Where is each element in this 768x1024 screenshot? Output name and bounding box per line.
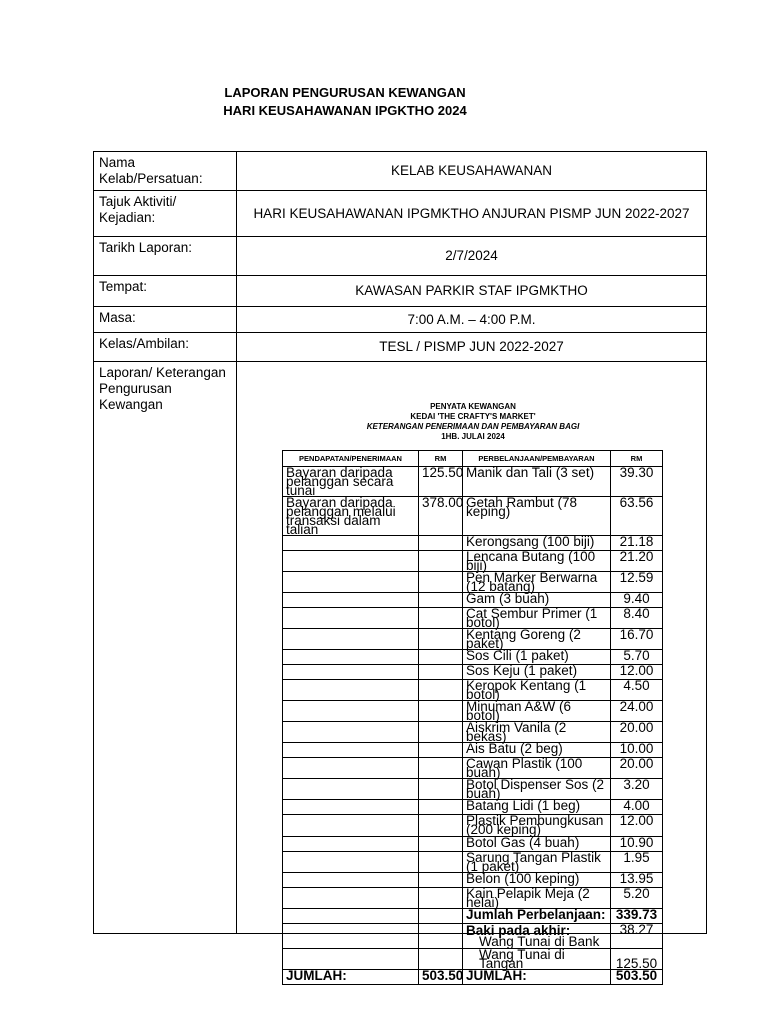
detail-label-time: Masa: [94, 307, 237, 333]
statement-row [283, 551, 663, 572]
detail-row-activity [94, 191, 707, 237]
statement-row [283, 572, 663, 593]
expense-item: Botol Dispenser Sos (2 buah) [463, 779, 611, 800]
expense-item: Cawan Plastik (100 buah) [463, 758, 611, 779]
expense-item: Cat Sembur Primer (1 botol) [463, 608, 611, 629]
detail-value-class: TESL / PISMP JUN 2022-2027 [237, 333, 707, 362]
statement-row [283, 680, 663, 701]
col-income-header: PENDAPATAN/PENERIMAAN [283, 451, 419, 467]
report-details-table [93, 151, 707, 983]
income-item: Bayaran daripada pelanggan secara tunai [283, 467, 419, 497]
report-title-line1: LAPORAN PENGURUSAN KEWANGAN [224, 85, 466, 100]
expense-item: Plastik Pembungkusan (200 keping) [463, 815, 611, 837]
financial-statement-box [237, 362, 707, 983]
detail-value-date: 2/7/2024 [237, 237, 707, 276]
detail-label-financial: Laporan/ Keterangan Pengurusan Kewangan [94, 362, 237, 934]
statement-row [283, 852, 663, 873]
expense-rm: 4.50 [611, 680, 663, 701]
total-payment-label: JUMLAH: [463, 970, 611, 985]
expense-item: Kentang Goreng (2 paket) [463, 629, 611, 650]
statement-row [283, 758, 663, 779]
expense-item: Aiskrim Vanila (2 bekas) [463, 722, 611, 743]
detail-label-activity: Tajuk Aktiviti/ Kejadian: [94, 191, 237, 237]
statement-heading-line1: PENYATA KEWANGAN [430, 402, 516, 411]
balance-label-text: Baki pada akhir: [466, 923, 571, 938]
detail-label-place: Tempat: [94, 276, 237, 307]
expense-rm: 12.00 [611, 815, 663, 837]
total-expense-label: Jumlah Perbelanjaan: [463, 909, 611, 924]
expense-rm: 1.95 [611, 852, 663, 873]
grand-total-row [283, 970, 663, 985]
expense-rm: 10.00 [611, 743, 663, 758]
total-income-value: 503.50 [419, 970, 463, 985]
detail-value-club: KELAB KEUSAHAWANAN [237, 152, 707, 191]
expense-rm: 12.00 [611, 665, 663, 680]
expense-item: Manik dan Tali (3 set) [463, 467, 611, 497]
expense-item: Sos Cili (1 paket) [463, 650, 611, 665]
balance-row [283, 924, 663, 949]
expense-rm: 21.20 [611, 551, 663, 572]
hand-label: Wang Tunai di Tangan [463, 949, 611, 970]
statement-heading-line3: KETERANGAN PENERIMAAN DAN PEMBAYARAN BAGI [366, 422, 580, 431]
expense-item: Kain Pelapik Meja (2 helai) [463, 888, 611, 909]
detail-label-date: Tarikh Laporan: [94, 237, 237, 276]
total-expense-row [283, 909, 663, 924]
detail-label-class: Kelas/Ambilan: [94, 333, 237, 362]
expense-item: Keropok Kentang (1 botol) [463, 680, 611, 701]
detail-row-date [94, 237, 707, 276]
expense-item: Gam (3 buah) [463, 593, 611, 608]
expense-rm: 13.95 [611, 873, 663, 888]
expense-item: Sos Keju (1 paket) [463, 665, 611, 680]
expense-rm: 20.00 [611, 722, 663, 743]
detail-row-financial [94, 362, 707, 934]
expense-rm: 10.90 [611, 837, 663, 852]
expense-rm: 16.70 [611, 629, 663, 650]
total-income-label: JUMLAH: [283, 970, 419, 985]
statement-row [283, 497, 663, 536]
total-expense-value: 339.73 [611, 909, 663, 924]
statement-table [282, 450, 663, 985]
expense-item: Botol Gas (4 buah) [463, 837, 611, 852]
statement-row [283, 779, 663, 800]
cash-in-hand-row [283, 949, 663, 970]
statement-row [283, 629, 663, 650]
expense-item: Minuman A&W (6 botol) [463, 701, 611, 722]
expense-rm: 4.00 [611, 800, 663, 815]
expense-rm: 24.00 [611, 701, 663, 722]
total-payment-value: 503.50 [611, 970, 663, 985]
statement-heading [237, 402, 709, 442]
statement-row [283, 701, 663, 722]
detail-label-club: Nama Kelab/Persatuan: [94, 152, 237, 191]
expense-rm: 9.40 [611, 593, 663, 608]
income-rm: 125.50 [419, 467, 463, 497]
statement-heading-line2: KEDAI 'THE CRAFTY'S MARKET' [410, 412, 536, 421]
expense-rm: 5.70 [611, 650, 663, 665]
hand-value: 125.50 [611, 949, 663, 970]
expense-item: Kerongsang (100 biji) [463, 536, 611, 551]
income-rm: 378.00 [419, 497, 463, 536]
expense-rm: 63.56 [611, 497, 663, 536]
report-title [0, 84, 768, 120]
expense-item: Lencana Butang (100 biji) [463, 551, 611, 572]
col-expense-rm-header: RM [611, 451, 663, 467]
expense-rm: 8.40 [611, 608, 663, 629]
income-item: Bayaran daripada pelanggan melalui transaksi dalam talian [283, 497, 419, 536]
bank-label: Wang Tunai di Bank [479, 934, 600, 949]
statement-heading-line4: 1HB. JULAI 2024 [441, 432, 505, 441]
report-title-line2: HARI KEUSAHAWANAN IPGKTHO 2024 [223, 103, 467, 118]
statement-row [283, 888, 663, 909]
expense-rm: 12.59 [611, 572, 663, 593]
col-income-rm-header: RM [419, 451, 463, 467]
expense-rm: 39.30 [611, 467, 663, 497]
expense-item: Getah Rambut (78 keping) [463, 497, 611, 536]
expense-item: Sarung Tangan Plastik (1 paket) [463, 852, 611, 873]
expense-rm: 21.18 [611, 536, 663, 551]
expense-rm: 5.20 [611, 888, 663, 909]
statement-row [283, 608, 663, 629]
expense-item: Ais Batu (2 beg) [463, 743, 611, 758]
expense-rm: 3.20 [611, 779, 663, 800]
detail-row-class [94, 333, 707, 362]
expense-item: Belon (100 keping) [463, 873, 611, 888]
expense-rm: 20.00 [611, 758, 663, 779]
expense-item: Batang Lidi (1 beg) [463, 800, 611, 815]
col-expense-header: PERBELANJAAN/PEMBAYARAN [463, 451, 611, 467]
balance-label [463, 924, 611, 949]
detail-value-activity: HARI KEUSAHAWANAN IPGMKTHO ANJURAN PISMP JUN 2022-2027 [237, 191, 707, 237]
detail-value-place: KAWASAN PARKIR STAF IPGMKTHO [237, 276, 707, 307]
detail-row-club [94, 152, 707, 191]
bank-value: 38.27 [611, 924, 663, 949]
detail-row-time [94, 307, 707, 333]
statement-row [283, 815, 663, 837]
statement-row [283, 467, 663, 497]
statement-row [283, 722, 663, 743]
expense-item: Pen Marker Berwarna (12 batang) [463, 572, 611, 593]
detail-row-place [94, 276, 707, 307]
detail-value-time: 7:00 A.M. – 4:00 P.M. [237, 307, 707, 333]
